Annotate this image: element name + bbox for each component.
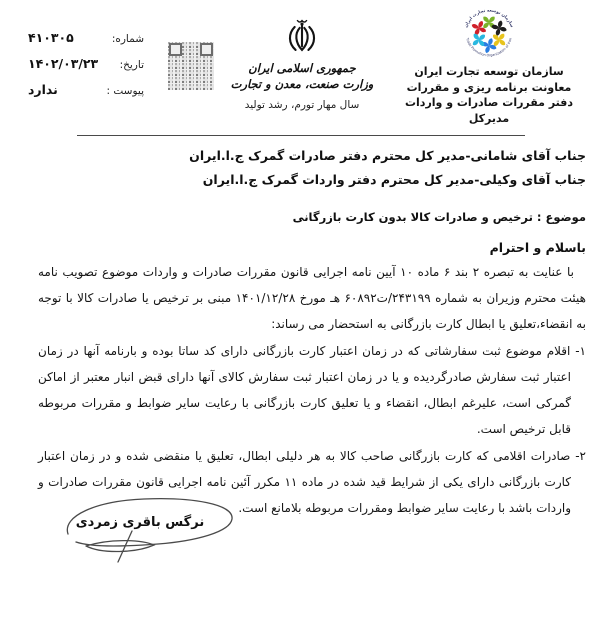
government-name: جمهوری اسلامی ایران	[248, 61, 356, 75]
qr-code	[168, 42, 214, 90]
body-item-2: ۲- صادرات اقلامی که کارت بازرگانی صاحب کالا به هر دلیلی ابطال، تعلیق یا منقضی شده و در زمان اعتبار کارت بازرگانی دارای یکی از شرایط قید شده در ماده ۱۱ مکرر آئین نامه اجرایی قانون مقررات صادرات و واردات باشد با رعایت سایر ضوابط ومقررات مربوطه بلامانع است.	[38, 449, 586, 515]
body-item-1: ۱- اقلام موضوع ثبت سفارشاتی که در زمان اعتبار کارت بازرگانی دارای کد ساتا بوده و بارنامه آنها در زمان اعتبار ثبت سفارش صادرگردیده و یا در زمان اعتبار ثبت سفارش کالای آنها دارای قبض انبار معتبر از اماکن گمرکی است، علیرغم ابطال، انقضاء و یا تعلیق کارت بازرگانی با رعایت سایر ضوابط و مقررات مربوطه قابل ترخیص است.	[38, 344, 586, 436]
office-name: دفتر مقررات صادرات و واردات	[404, 96, 574, 109]
ref-number-label: شماره:	[111, 33, 144, 45]
signature-block	[34, 494, 246, 566]
recipient-line-2: جناب آقای وکیلی-مدیر کل محترم دفتر واردات گمرک ج.ا.ایران	[202, 172, 586, 187]
recipient-line-1: جناب آقای شامانی-مدیر کل محترم دفتر صادرات گمرک ج.ا.ایران	[189, 148, 586, 163]
signature-scribble-icon	[34, 494, 246, 566]
subject-line: موضوع : ترخیص و صادرات کالا بدون کارت بازرگانی	[292, 210, 586, 224]
deputy-name: معاونت برنامه ریزی و مقررات	[406, 80, 572, 94]
logo-arc-text-english: Trade Promotion Organization of Iran	[465, 37, 513, 58]
letterhead-center	[212, 16, 392, 92]
ref-number-value: ۴۱۰۳۰۵	[28, 30, 74, 45]
letter-body	[38, 144, 586, 521]
organization-name: سازمان توسعه تجارت ایران	[414, 65, 564, 78]
letterhead-right	[398, 6, 580, 126]
intro-paragraph: با عنایت به تبصره ۲ بند ۶ ماده ۱۰ آیین نامه اجرایی قانون مقررات صادرات و واردات موضوع تصویب نامه هیئت محترم وزیران به شماره ۲۴۳۱۹۹/ت۶۰۸۹۲ هـ مورخ ۱۴۰۱/۱۲/۲۸ مبنی بر ترخیص یا صادرات کالا با توجه به انقضاء،تعلیق یا ابطال کارت بازرگانی به استحضار می رساند:	[38, 265, 586, 331]
attachment-row	[28, 82, 144, 97]
sender-role: مدیرکل	[468, 111, 510, 125]
letterhead-divider	[77, 135, 525, 136]
letter-meta-block	[28, 30, 144, 108]
ministry-name: وزارت صنعت، معدن و تجارت	[230, 77, 374, 91]
attachment-label: پیوست :	[106, 85, 144, 97]
trade-promotion-organization-logo-icon	[461, 6, 517, 62]
date-label: تاریخ:	[119, 59, 144, 71]
date-value: ۱۴۰۲/۰۳/۲۳	[28, 56, 99, 71]
svg-text:سازمان توسعه تجارت ایران	[464, 9, 514, 29]
salutation: باسلام و احترام	[489, 240, 586, 255]
logo-arc-text-farsi: سازمان توسعه تجارت ایران	[463, 8, 515, 29]
signature-name: نرگس باقری زمردی	[75, 515, 205, 530]
year-slogan: سال مهار تورم، رشد تولید	[244, 99, 360, 111]
ref-number-row	[28, 30, 144, 45]
attachment-value: ندارد	[28, 82, 58, 97]
iran-national-emblem-icon	[282, 16, 322, 60]
date-row	[28, 56, 144, 71]
